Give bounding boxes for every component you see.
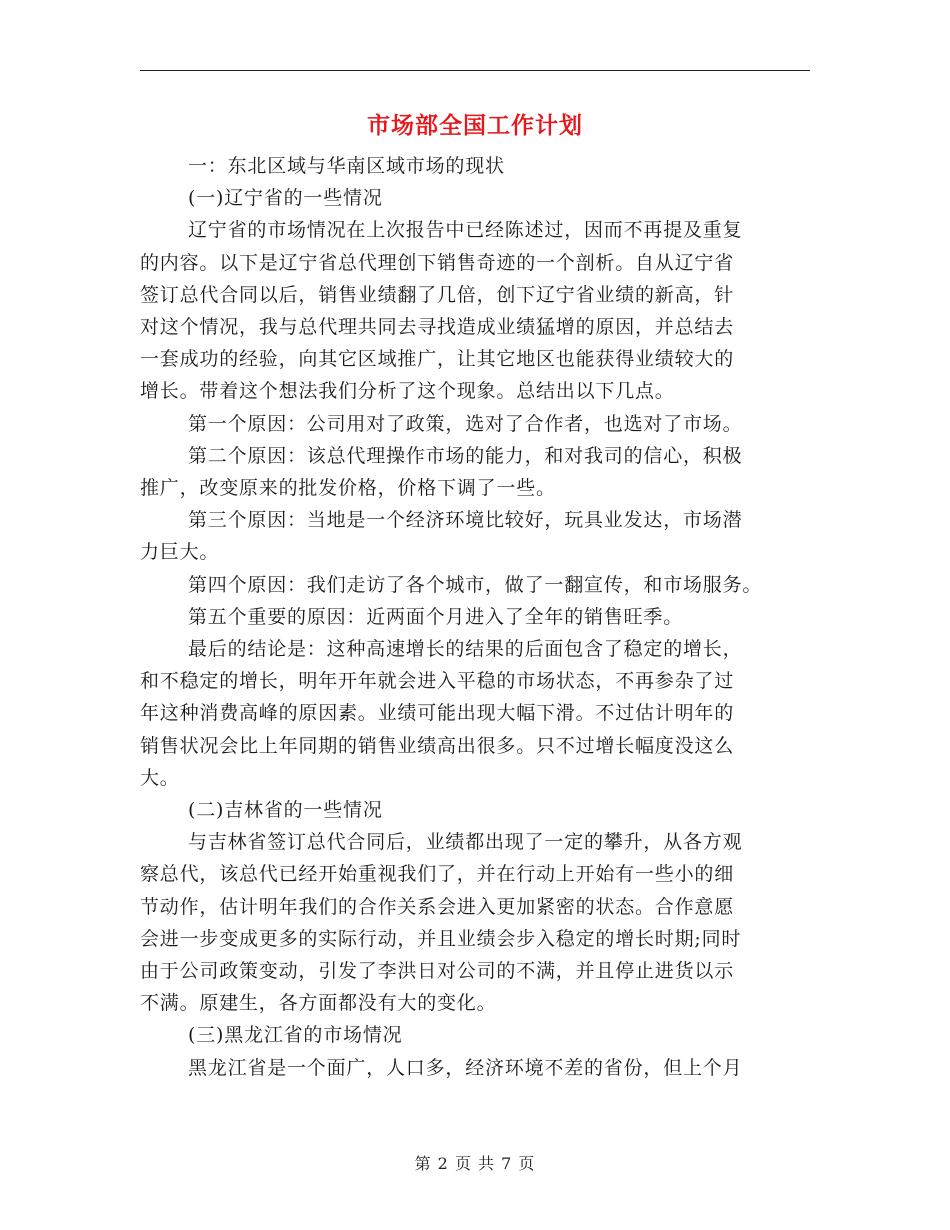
paragraph-line: 和不稳定的增长，明年开年就会进入平稳的市场状态，不再参杂了过 xyxy=(140,670,735,693)
paragraph-line: 增长。带着这个想法我们分析了这个现象。总结出以下几点。 xyxy=(140,380,675,403)
paragraph xyxy=(140,504,812,568)
paragraph-line: 由于公司政策变动，引发了李洪日对公司的不满，并且停止进货以示 xyxy=(140,960,735,983)
paragraph-line: 黑龙江省是一个面广，人口多，经济环境不差的省份，但上个月 xyxy=(188,1056,743,1079)
paragraph-line: 与吉林省签订总代合同后，业绩都出现了一定的攀升，从各方观 xyxy=(188,831,743,854)
paragraph-line: (三)黑龙江省的市场情况 xyxy=(188,1024,403,1047)
document-body xyxy=(140,150,812,1084)
paragraph xyxy=(140,826,812,1019)
paragraph-line: 一套成功的经验，向其它区域推广，让其它地区也能获得业绩较大的 xyxy=(140,348,735,371)
paragraph xyxy=(140,408,812,440)
page-footer: 第 2 页 共 7 页 xyxy=(414,1154,536,1173)
paragraph-line: 不满。原建生，各方面都没有大的变化。 xyxy=(140,992,497,1015)
paragraph xyxy=(140,150,812,182)
paragraph-line: 推广，改变原来的批发价格，价格下调了一些。 xyxy=(140,477,556,500)
paragraph-line: 销售状况会比上年同期的销售业绩高出很多。只不过增长幅度没这么 xyxy=(140,734,735,757)
paragraph-line: (二)吉林省的一些情况 xyxy=(188,799,383,822)
paragraph-line: 最后的结论是：这种高速增长的结果的后面包含了稳定的增长， xyxy=(188,638,743,661)
paragraph xyxy=(140,633,812,794)
paragraph-line: 第三个原因：当地是一个经济环境比较好，玩具业发达，市场潜 xyxy=(188,509,743,532)
paragraph xyxy=(140,182,812,214)
header-rule xyxy=(140,70,810,71)
paragraph-line: 对这个情况，我与总代理共同去寻找造成业绩猛增的原因，并总结去 xyxy=(140,316,735,339)
paragraph-line: 辽宁省的市场情况在上次报告中已经陈述过，因而不再提及重复 xyxy=(188,219,743,242)
paragraph xyxy=(140,1052,812,1084)
paragraph-line: 第五个重要的原因：近两面个月进入了全年的销售旺季。 xyxy=(188,605,684,628)
paragraph-line: 年这种消费高峰的原因素。业绩可能出现大幅下滑。不过估计明年的 xyxy=(140,702,735,725)
paragraph xyxy=(140,214,812,407)
paragraph xyxy=(140,794,812,826)
paragraph xyxy=(140,569,812,601)
paragraph-line: 力巨大。 xyxy=(140,541,220,564)
paragraph xyxy=(140,601,812,633)
document-title: 市场部全国工作计划 xyxy=(367,113,583,139)
paragraph-line: 节动作，估计明年我们的合作关系会进入更加紧密的状态。合作意愿 xyxy=(140,895,735,918)
paragraph-line: 第一个原因：公司用对了政策，选对了合作者，也选对了市场。 xyxy=(188,412,743,435)
paragraph-line: (一)辽宁省的一些情况 xyxy=(188,187,383,210)
paragraph-line: 会进一步变成更多的实际行动，并且业绩会步入稳定的增长时期;同时 xyxy=(140,927,742,950)
paragraph-line: 签订总代合同以后，销售业绩翻了几倍，创下辽宁省业绩的新高，针 xyxy=(140,283,735,306)
paragraph-line: 的内容。以下是辽宁省总代理创下销售奇迹的一个剖析。自从辽宁省 xyxy=(140,251,735,274)
paragraph-line: 一：东北区域与华南区域市场的现状 xyxy=(188,155,505,177)
paragraph xyxy=(140,1019,812,1051)
paragraph-line: 察总代，该总代已经开始重视我们了，并在行动上开始有一些小的细 xyxy=(140,863,735,886)
paragraph-line: 大。 xyxy=(140,766,180,789)
paragraph-line: 第二个原因：该总代理操作市场的能力，和对我司的信心，积极 xyxy=(188,444,743,467)
paragraph xyxy=(140,440,812,504)
paragraph-line: 第四个原因：我们走访了各个城市，做了一翻宣传，和市场服务。 xyxy=(188,573,763,596)
